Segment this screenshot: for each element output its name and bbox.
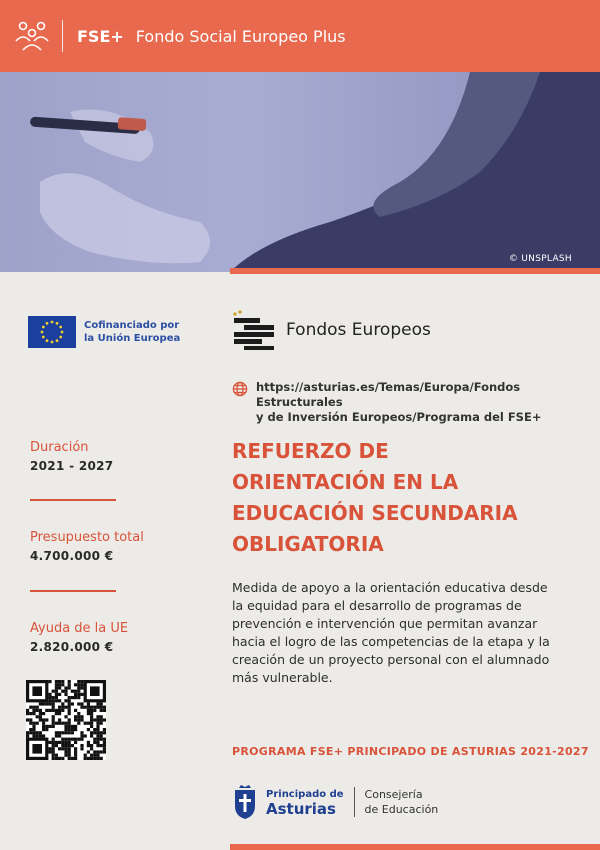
programa-label: PROGRAMA FSE+ PRINCIPADO DE ASTURIAS 2021-2027	[232, 745, 589, 758]
eu-flag-icon	[28, 316, 76, 348]
duracion-label: Duración	[30, 440, 89, 455]
presupuesto-label: Presupuesto total	[30, 530, 144, 545]
description-line-5: creación de un proyecto personal con el alumnado	[232, 652, 550, 667]
duracion-fact	[30, 440, 200, 473]
ayuda-value: 2.820.000 €	[30, 640, 114, 654]
hero-illustration	[0, 72, 600, 272]
title-line-2: ORIENTACIÓN EN LA	[232, 470, 459, 494]
people-group-icon	[14, 19, 50, 53]
description-line-2: la equidad para el desarrollo de programas de	[232, 598, 522, 613]
bottom-accent-stripe	[230, 844, 600, 850]
asturias-name	[266, 787, 344, 817]
title-line-3: EDUCACIÓN SECUNDARIA	[232, 501, 518, 525]
title-line-1: REFUERZO DE	[232, 439, 389, 463]
asturias-separator	[354, 787, 355, 817]
eu-cofunding-logo	[28, 316, 180, 348]
url-line-2: y de Inversión Europeos/Programa del FSE+	[256, 410, 542, 424]
hero-accent-stripe	[230, 268, 600, 274]
consejeria-line-2: de Educación	[364, 803, 439, 816]
ayuda-label: Ayuda de la UE	[30, 621, 129, 636]
fondos-europeos-label: Fondos Europeos	[286, 320, 431, 340]
hero-image	[0, 72, 600, 272]
photo-credit: © UNSPLASH	[508, 254, 572, 264]
asturias-logo	[232, 784, 438, 820]
consejeria-line-1: Consejería	[364, 788, 423, 801]
title-line-4: OBLIGATORIA	[232, 532, 384, 556]
description	[232, 579, 572, 687]
description-line-3: prevención e intervención que permitan avanzar	[232, 616, 538, 631]
ayuda-fact	[30, 621, 200, 654]
program-url[interactable]	[232, 380, 582, 425]
page-title	[232, 436, 582, 560]
header-separator	[62, 20, 63, 52]
consejeria-text	[365, 787, 439, 817]
url-text[interactable]	[256, 380, 582, 425]
asturias-crest-icon	[232, 784, 258, 820]
eu-line-2: la Unión Europea	[84, 333, 181, 344]
asturias-big-text: Asturias	[266, 800, 336, 818]
header-bar	[0, 0, 600, 72]
presupuesto-fact	[30, 530, 200, 563]
fondos-europeos-icon	[232, 310, 276, 350]
qr-code[interactable]	[26, 680, 106, 760]
qr-code-icon	[26, 680, 106, 760]
fse-name: Fondo Social Europeo Plus	[135, 26, 346, 46]
presupuesto-value: 4.700.000 €	[30, 549, 114, 563]
eu-line-1: Cofinanciado por	[84, 320, 180, 331]
asturias-small-text: Principado de	[266, 789, 344, 800]
fse-label: FSE+	[77, 26, 124, 46]
url-line-1: https://asturias.es/Temas/Europa/Fondos Estructurales	[256, 380, 521, 409]
divider	[30, 590, 116, 592]
divider	[30, 499, 116, 501]
description-line-6: más vulnerable.	[232, 670, 333, 685]
fondos-europeos-logo	[232, 310, 431, 350]
eu-cofunding-text	[84, 319, 180, 345]
globe-icon	[232, 381, 248, 397]
duracion-value: 2021 - 2027	[30, 459, 114, 473]
description-line-1: Medida de apoyo a la orientación educativa desde	[232, 580, 548, 595]
description-line-4: hacia el logro de las competencias de la etapa y la	[232, 634, 550, 649]
